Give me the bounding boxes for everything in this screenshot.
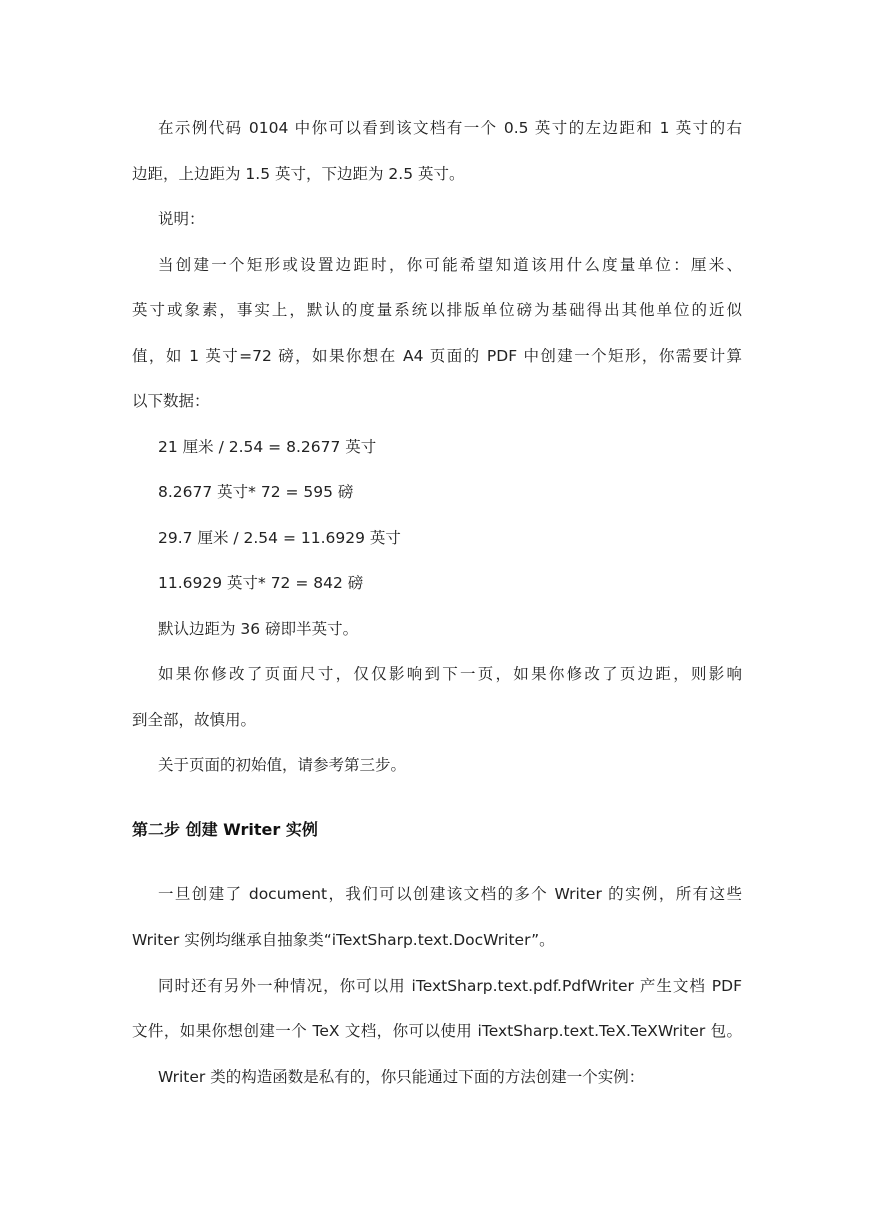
section-heading: 第二步 创建 Writer 实例 bbox=[132, 820, 318, 839]
writer-paragraph-line-1: 一旦创建了 document，我们可以创建该文档的多个 Writer 的实例，所有这些 bbox=[158, 885, 742, 903]
constructor-paragraph: Writer 类的构造函数是私有的，你只能通过下面的方法创建一个实例： bbox=[158, 1068, 645, 1086]
writer-paragraph-line-2: Writer 实例均继承自抽象类“iTextSharp.text.DocWriter”。 bbox=[132, 931, 555, 949]
formats-paragraph-line-2: 文件，如果你想创建一个 TeX 文档，你可以使用 iTextSharp.text.TeX.TeXWriter 包。 bbox=[132, 1022, 742, 1040]
calculation-line-3: 29.7 厘米 / 2.54 = 11.6929 英寸 bbox=[158, 529, 401, 547]
calculation-line-4: 11.6929 英寸* 72 = 842 磅 bbox=[158, 574, 364, 592]
calculation-line-2: 8.2677 英寸* 72 = 595 磅 bbox=[158, 483, 354, 501]
margins-paragraph-line-1: 在示例代码 0104 中你可以看到该文档有一个 0.5 英寸的左边距和 1 英寸的右 bbox=[158, 119, 742, 137]
default-margin-text: 默认边距为 36 磅即半英寸。 bbox=[158, 620, 359, 638]
units-paragraph-line-3: 值，如 1 英寸=72 磅，如果你想在 A4 页面的 PDF 中创建一个矩形，你需要计算 bbox=[132, 347, 742, 365]
calculation-line-1: 21 厘米 / 2.54 = 8.2677 英寸 bbox=[158, 438, 377, 456]
margins-paragraph-line-2: 边距，上边距为 1.5 英寸，下边距为 2.5 英寸。 bbox=[132, 165, 465, 183]
scope-paragraph-line-1: 如果你修改了页面尺寸，仅仅影响到下一页，如果你修改了页边距，则影响 bbox=[158, 665, 742, 683]
note-label: 说明： bbox=[158, 210, 205, 228]
scope-paragraph-line-2: 到全部，故慎用。 bbox=[132, 711, 257, 729]
units-paragraph-line-1: 当创建一个矩形或设置边距时，你可能希望知道该用什么度量单位：厘米、 bbox=[158, 256, 742, 274]
units-paragraph-line-2: 英寸或象素，事实上，默认的度量系统以排版单位磅为基础得出其他单位的近似 bbox=[132, 301, 742, 319]
formats-paragraph-line-1: 同时还有另外一种情况，你可以用 iTextSharp.text.pdf.PdfWriter 产生文档 PDF bbox=[158, 977, 742, 995]
initial-values-text: 关于页面的初始值，请参考第三步。 bbox=[158, 756, 407, 774]
units-paragraph-line-4: 以下数据： bbox=[132, 392, 210, 410]
